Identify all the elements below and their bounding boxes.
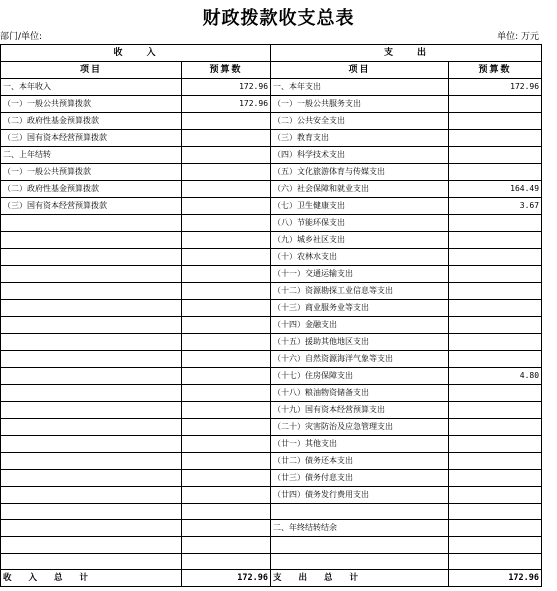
table-row	[1, 351, 542, 368]
table-row	[1, 537, 542, 553]
income-value-cell	[182, 147, 271, 164]
expense-item-cell	[271, 537, 449, 553]
expense-value-cell: 4.80	[449, 368, 542, 385]
expense-item-cell: （一）一般公共服务支出	[271, 96, 449, 113]
income-value-cell	[182, 300, 271, 317]
expense-item-cell: （七）卫生健康支出	[271, 198, 449, 215]
budget-summary-table	[0, 44, 542, 587]
income-value-cell	[182, 402, 271, 419]
table-row	[1, 334, 542, 351]
income-value-cell	[182, 351, 271, 368]
expense-item-cell: （廿四）债务发行费用支出	[271, 487, 449, 504]
income-item-cell	[1, 504, 182, 520]
table-row	[1, 215, 542, 232]
expense-item-cell: 二、年终结转结余	[271, 520, 449, 537]
expense-item-cell: （十二）资源勘探工业信息等支出	[271, 283, 449, 300]
income-value-cell	[182, 215, 271, 232]
expense-value-cell	[449, 283, 542, 300]
expense-item-cell: （十八）粮油物资储备支出	[271, 385, 449, 402]
expense-item-cell: （四）科学技术支出	[271, 147, 449, 164]
table-row	[1, 470, 542, 487]
total-row	[1, 570, 542, 587]
expense-total-label: 支 出 总 计	[271, 570, 449, 587]
expense-value-cell	[449, 520, 542, 537]
table-row	[1, 130, 542, 147]
income-item-cell	[1, 232, 182, 249]
expense-value-cell	[449, 419, 542, 436]
expense-item-cell: （廿一）其他支出	[271, 436, 449, 453]
expense-total-value: 172.96	[449, 570, 542, 587]
expense-value-cell	[449, 249, 542, 266]
income-value-cell	[182, 520, 271, 537]
income-item-cell	[1, 487, 182, 504]
income-item-cell	[1, 351, 182, 368]
section-header-row	[1, 45, 542, 62]
income-item-cell	[1, 334, 182, 351]
expense-value-cell: 3.67	[449, 198, 542, 215]
income-item-cell: 一、本年收入	[1, 79, 182, 96]
income-item-cell	[1, 215, 182, 232]
income-value-cell	[182, 334, 271, 351]
page-title: 财政拨款收支总表	[202, 8, 355, 29]
income-item-cell	[1, 317, 182, 334]
expense-value-cell	[449, 96, 542, 113]
income-value-cell	[182, 436, 271, 453]
income-budget-header: 预算数	[182, 62, 271, 79]
expense-item-cell	[271, 553, 449, 569]
table-row	[1, 113, 542, 130]
expense-value-cell	[449, 453, 542, 470]
income-item-cell	[1, 368, 182, 385]
expense-value-cell	[449, 537, 542, 553]
income-item-cell: 二、上年结转	[1, 147, 182, 164]
income-item-cell	[1, 283, 182, 300]
expense-item-cell: （十三）商业服务业等支出	[271, 300, 449, 317]
table-row	[1, 453, 542, 470]
expense-value-cell	[449, 266, 542, 283]
income-value-cell	[182, 249, 271, 266]
income-item-cell	[1, 520, 182, 537]
income-value-cell	[182, 368, 271, 385]
expense-item-cell: （五）文化旅游体育与传媒支出	[271, 164, 449, 181]
table-row	[1, 553, 542, 569]
expense-value-cell	[449, 436, 542, 453]
expense-budget-header: 预算数	[449, 62, 542, 79]
table-row	[1, 520, 542, 537]
income-value-cell	[182, 266, 271, 283]
income-item-cell	[1, 553, 182, 569]
expense-item-cell: （十七）住房保障支出	[271, 368, 449, 385]
income-value-cell	[182, 232, 271, 249]
income-item-cell	[1, 249, 182, 266]
table-row	[1, 147, 542, 164]
expense-item-header: 项目	[271, 62, 449, 79]
income-item-header: 项目	[1, 62, 182, 79]
expense-value-cell	[449, 504, 542, 520]
expense-value-cell	[449, 351, 542, 368]
expense-value-cell	[449, 487, 542, 504]
expense-item-cell: （八）节能环保支出	[271, 215, 449, 232]
income-total-label: 收 入 总 计	[1, 570, 182, 587]
expense-item-cell: （廿二）债务还本支出	[271, 453, 449, 470]
income-item-cell: （三）国有资本经营预算拨款	[1, 198, 182, 215]
table-row	[1, 487, 542, 504]
table-row	[1, 385, 542, 402]
table-row	[1, 504, 542, 520]
income-value-cell	[182, 164, 271, 181]
expense-item-cell: （二）公共安全支出	[271, 113, 449, 130]
expense-item-cell: （二十）灾害防治及应急管理支出	[271, 419, 449, 436]
expense-value-cell: 172.96	[449, 79, 542, 96]
expense-value-cell	[449, 300, 542, 317]
income-item-cell	[1, 453, 182, 470]
income-item-cell	[1, 537, 182, 553]
expense-item-cell: （十五）援助其他地区支出	[271, 334, 449, 351]
expense-item-cell: 一、本年支出	[271, 79, 449, 96]
income-section-header: 收 入	[1, 45, 271, 62]
expense-value-cell: 164.49	[449, 181, 542, 198]
expense-value-cell	[449, 113, 542, 130]
income-total-value: 172.96	[182, 570, 271, 587]
income-value-cell	[182, 419, 271, 436]
expense-value-cell	[449, 385, 542, 402]
table-row	[1, 317, 542, 334]
unit-label: 单位: 万元	[497, 32, 539, 42]
expense-item-cell	[271, 504, 449, 520]
table-row	[1, 96, 542, 113]
expense-item-cell: （十九）国有资本经营预算支出	[271, 402, 449, 419]
income-value-cell	[182, 470, 271, 487]
income-value-cell	[182, 198, 271, 215]
income-value-cell	[182, 553, 271, 569]
table-row	[1, 419, 542, 436]
income-value-cell	[182, 181, 271, 198]
expense-value-cell	[449, 215, 542, 232]
table-row	[1, 164, 542, 181]
income-value-cell	[182, 504, 271, 520]
expense-value-cell	[449, 164, 542, 181]
expense-item-cell: （十）农林水支出	[271, 249, 449, 266]
table-row	[1, 249, 542, 266]
income-value-cell: 172.96	[182, 96, 271, 113]
income-item-cell	[1, 470, 182, 487]
expense-value-cell	[449, 147, 542, 164]
income-item-cell	[1, 266, 182, 283]
income-value-cell	[182, 283, 271, 300]
expense-item-cell: （廿三）债务付息支出	[271, 470, 449, 487]
income-value-cell	[182, 537, 271, 553]
expense-item-cell: （三）教育支出	[271, 130, 449, 147]
income-value-cell	[182, 317, 271, 334]
income-item-cell: （三）国有资本经营预算拨款	[1, 130, 182, 147]
income-item-cell: （一）一般公共预算拨款	[1, 96, 182, 113]
income-item-cell	[1, 436, 182, 453]
table-row	[1, 79, 542, 96]
expense-value-cell	[449, 334, 542, 351]
table-row	[1, 368, 542, 385]
expense-item-cell: （九）城乡社区支出	[271, 232, 449, 249]
expense-value-cell	[449, 232, 542, 249]
income-item-cell	[1, 419, 182, 436]
column-header-row	[1, 62, 542, 79]
table-row	[1, 232, 542, 249]
income-value-cell	[182, 453, 271, 470]
expense-item-cell: （十四）金融支出	[271, 317, 449, 334]
expense-item-cell: （十六）自然资源海洋气象等支出	[271, 351, 449, 368]
expense-value-cell	[449, 402, 542, 419]
table-row	[1, 436, 542, 453]
department-label: 部门/单位:	[0, 32, 43, 42]
expense-value-cell	[449, 470, 542, 487]
income-value-cell: 172.96	[182, 79, 271, 96]
income-value-cell	[182, 113, 271, 130]
income-item-cell: （二）政府性基金预算拨款	[1, 181, 182, 198]
expense-value-cell	[449, 130, 542, 147]
income-item-cell	[1, 402, 182, 419]
income-value-cell	[182, 385, 271, 402]
income-item-cell	[1, 385, 182, 402]
expense-section-header: 支 出	[271, 45, 542, 62]
table-row	[1, 283, 542, 300]
expense-item-cell: （六）社会保障和就业支出	[271, 181, 449, 198]
table-row	[1, 300, 542, 317]
income-value-cell	[182, 487, 271, 504]
expense-value-cell	[449, 317, 542, 334]
income-value-cell	[182, 130, 271, 147]
income-item-cell	[1, 300, 182, 317]
income-item-cell: （二）政府性基金预算拨款	[1, 113, 182, 130]
table-row	[1, 198, 542, 215]
expense-value-cell	[449, 553, 542, 569]
table-row	[1, 402, 542, 419]
income-item-cell: （一）一般公共预算拨款	[1, 164, 182, 181]
table-row	[1, 181, 542, 198]
expense-item-cell: （十一）交通运输支出	[271, 266, 449, 283]
table-row	[1, 266, 542, 283]
